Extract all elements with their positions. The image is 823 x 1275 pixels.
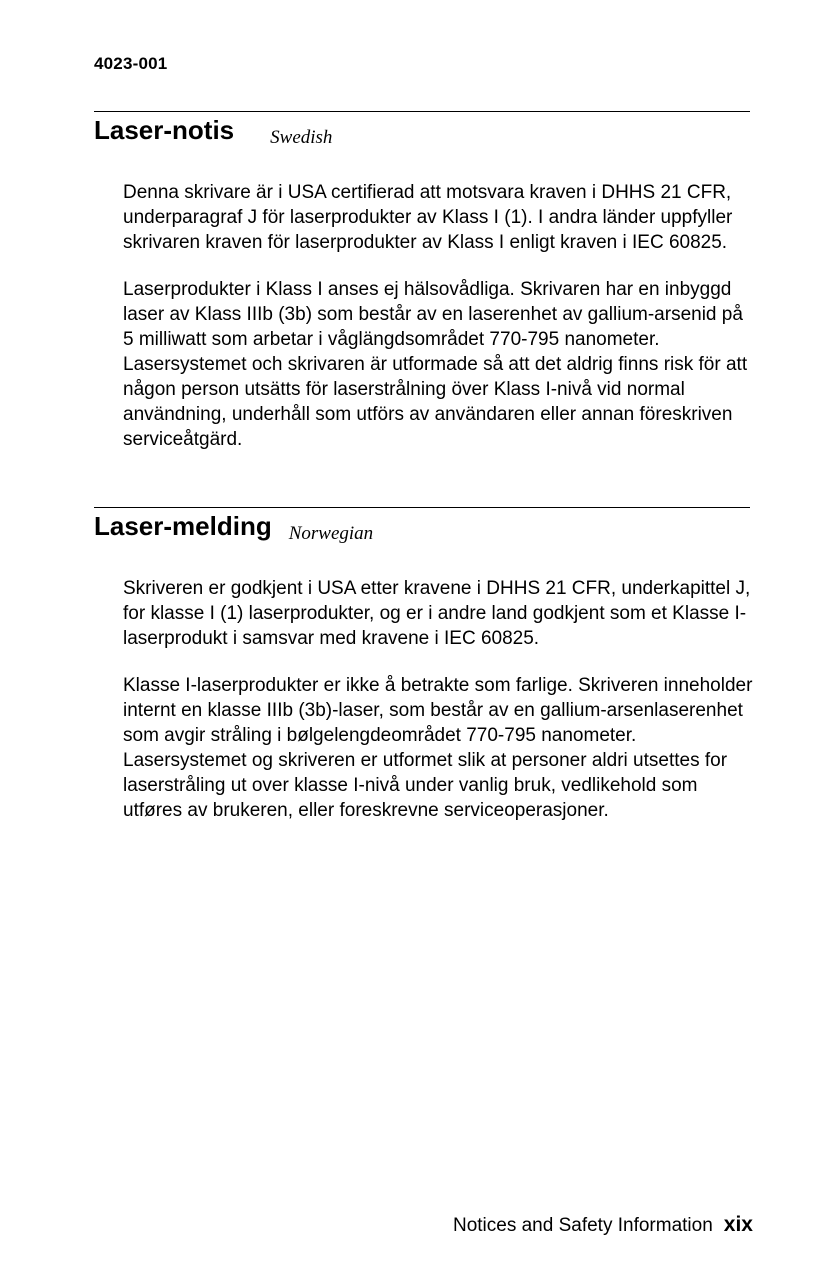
- section-swedish-laser-notice: [94, 111, 750, 474]
- section-divider: [94, 507, 750, 508]
- paragraph: Laserprodukter i Klass I anses ej hälsovådliga. Skrivaren har en inbyggd laser av Klass IIIb (3b) som består av en laserenhet av gallium-arsenid på 5 milliwatt som arbetar i våglängdsområdet 770-795 nanometer. Lasersystemet och skrivaren är utformade så att det aldrig finns risk för att någon person utsätts för laserstrålning över Klass I-nivå vid normal användning, underhåll som utförs av användaren eller annan föreskriven serviceåtgärd.: [123, 279, 748, 450]
- section-title: Laser-melding: [94, 511, 272, 541]
- section-language-label: Swedish: [270, 127, 333, 148]
- section-title: Laser-notis: [94, 115, 235, 145]
- paragraph: Skriveren er godkjent i USA etter kravene i DHHS 21 CFR, underkapittel J, for klasse I (1) laserprodukter, og er i andre land godkjent som et Klasse I-laserprodukt i samsvar med kravene i IEC 60825.: [123, 578, 751, 649]
- document-id: 4023-001: [94, 54, 168, 73]
- footer-section-title: Notices and Safety Information: [452, 1215, 713, 1236]
- paragraph: Denna skrivare är i USA certifierad att motsvara kraven i DHHS 21 CFR, underparagraf J för laserprodukter av Klass I (1). I andra länder uppfyller skrivaren kraven för laserprodukter av Klass I enligt kraven i IEC 60825.: [123, 182, 733, 253]
- page-footer: [453, 1213, 753, 1237]
- section-heading-row: [94, 512, 750, 544]
- section-body: [123, 180, 753, 452]
- page-number: xix: [723, 1213, 753, 1236]
- section-body: [123, 576, 753, 823]
- section-language-label: Norwegian: [288, 523, 374, 544]
- section-heading-row: [94, 116, 750, 148]
- section-norwegian-laser-notice: [94, 507, 753, 845]
- paragraph: Klasse I-laserprodukter er ikke å betrakte som farlige. Skriveren inneholder internt en klasse IIIb (3b)-laser, som består av en gallium-arsenlaserenhet som avgir stråling i bølgelengdeområdet 770-795 nanometer. Lasersystemet og skriveren er utformet slik at personer aldri utsettes for laserstråling ut over klasse I-nivå under vanlig bruk, vedlikehold som utføres av brukeren, eller foreskrevne serviceoperasjoner.: [123, 675, 753, 821]
- section-divider: [94, 111, 750, 112]
